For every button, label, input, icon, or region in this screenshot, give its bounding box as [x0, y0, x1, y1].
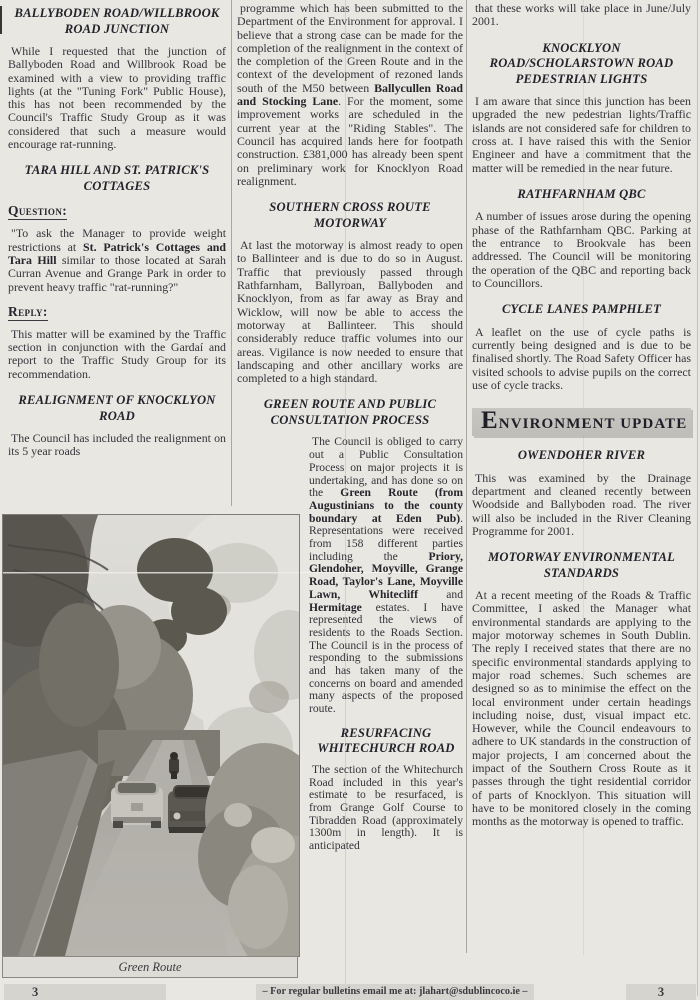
paragraph: programme which has been submitted to the Department of the Environment for approval. I believe that a strong case can be made for the completion of the realignment in the context of the completion of the Green Route and in the context of the development of rezoned lands south of the M50 between Ballycullen Road and Stocking Lane. For the moment, some improvement works are scheduled in the current year at the "Riding Stables". The Council has acquired lands here for footpath construction. £381,000 has already been spent on preliminary work for Knocklyon Road realignment.	[237, 1, 464, 188]
column-left	[8, 2, 226, 468]
section-heading: OWENDOHER RIVER	[517, 448, 646, 463]
paragraph: While I requested that the junction of Ballyboden Road and Willbrook Road be examined with a view to providing traffic lights (at the "Tuning Fork" Public House), this has not been recommended by the Council's Traffic Study Group as it was considered that such a measure would encourage rat-running.	[8, 44, 226, 152]
scan-edge-mark	[0, 6, 2, 34]
paragraph: "To ask the Manager to provide weight restrictions at St. Patrick's Cottages and Tara Hill similar to those located at Sarah Curran Avenue and Grange Park in order to prevent heavy traffic "rat-running?"	[8, 226, 227, 294]
environment-update-banner: ENVIRONMENT UPDATE	[472, 408, 691, 436]
paragraph: A leaflet on the use of cycle paths is currently being designed and is due to be finalised shortly. The Road Safety Officer has visited schools to advise pupils on the correct use of cycle tracks.	[472, 324, 691, 392]
paragraph: At last the motorway is almost ready to open to Ballinteer and is due to do so in August. Traffic that previously passed through Rathfarnham, Ballyroan, Ballyboden and Knocklyon, from as far away as Bray and Wicklow, will now be able to access the motorway at Ballinteer. This should considerably reduce traffic volumes into our areas. Vigilance is now needed to ensure that landscaping and other ancillary works are completed to a high standard.	[237, 238, 463, 386]
green-route-photo	[2, 514, 300, 957]
section-heading: RATHFARNHAM QBC	[517, 186, 646, 201]
paragraph: A number of issues arose during the opening phase of the Rathfarnham QBC. Parking at the entrance to Brookvale has been addressed. The Council will be monitoring the operation of the QBC and reporting back to Councillors.	[472, 209, 691, 290]
paragraph: At a recent meeting of the Roads & Traffic Committee, I asked the Manager what environmental standards are applying to the major motorway schemes in South Dublin. The reply I received states that there are no specific environmental standards applying to major road schemes. Such schemes are designed so as to minimise the effect on the local environment under certain headings including noise, dust, visual impact etc. However, while the Council endeavours to adhere to UK standards in the construction of major projects, I am concerned about the impact of the Southern Cross Route as it passes through the tight residential corridor of parts of Knocklyon. This situation will have to be monitored closely in the coming months as the motorway is opened to traffic.	[472, 588, 691, 829]
footer-email-bar: – For regular bulletins email me at: jlahart@sdublincoco.ie –	[256, 984, 534, 1000]
section-heading: GREEN ROUTE AND PUBLIC CONSULTATION PROCESS	[263, 397, 437, 427]
column-right	[472, 2, 691, 837]
column-divider-left	[231, 0, 232, 506]
section-heading: TARA HILL AND ST. PATRICK'S COTTAGES	[24, 163, 210, 193]
paragraph: that these works will take place in June/July 2001.	[472, 1, 691, 29]
section-heading: CYCLE LANES PAMPHLET	[501, 302, 662, 317]
paragraph: This was examined by the Drainage department and cleaned recently between Woodside and Ballyboden road. The river will also be included in the River Cleaning Programme for 2001.	[472, 470, 691, 538]
paragraph: The section of the Whitechurch Road included in this year's estimate to be resurfaced, is from Grange Golf Course to Tibradden Road (approximately 1300m in length). It is anticipated	[309, 762, 463, 853]
subheading: Question:	[8, 203, 68, 219]
section-heading: BALLYBODEN ROAD/WILLBROOK ROAD JUNCTION	[14, 6, 220, 36]
page-edge-line	[697, 0, 698, 996]
section-heading: KNOCKLYON ROAD/SCHOLARSTOWN ROAD PEDESTRIAN LIGHTS	[489, 40, 674, 86]
text-beside-photo	[309, 436, 463, 852]
paragraph: The Council has included the realignment on its 5 year roads	[8, 431, 226, 459]
photo-caption: Green Route	[2, 956, 298, 978]
paragraph: This matter will be examined by the Traffic section in conjunction with the Gardaí and report to the Traffic Study Group for its recommendation.	[8, 326, 226, 381]
section-heading: MOTORWAY ENVIRONMENTAL STANDARDS	[488, 550, 675, 580]
column-divider-right	[466, 0, 467, 953]
page-number-left: 3	[4, 984, 166, 1000]
page-number-right: 3	[626, 984, 696, 1000]
section-heading: SOUTHERN CROSS ROUTE MOTORWAY	[269, 200, 431, 230]
paragraph: I am aware that since this junction has been upgraded the new pedestrian lights/Traffic islands are not considered safe for children to cross at. I have raised this with the Senior Engineer and have a commitment that the matter will be remedied in the near future.	[472, 94, 691, 175]
subheading: Reply:	[8, 303, 48, 319]
section-heading: RESURFACING WHITECHURCH ROAD	[317, 725, 455, 756]
paragraph: The Council is obliged to carry out a Public Consultation Process on major projects it is undertaking, and has done so on the Green Route (from Augustinians to the county boundary at Eden Pub). Representations were received from 158 different parties including the Priory, Glendoher, Moyville, Grange Road, Taylor's Lane, Moyville Lawn, Whitecliff and Hermitage estates. I have represented the views of residents to the Roads Section. The Council is in the process of responding to the submissions and has taken many of the concerns on board and amended many aspects of the proposed route.	[309, 435, 463, 716]
section-heading: REALIGNMENT OF KNOCKLYON ROAD	[18, 393, 216, 423]
